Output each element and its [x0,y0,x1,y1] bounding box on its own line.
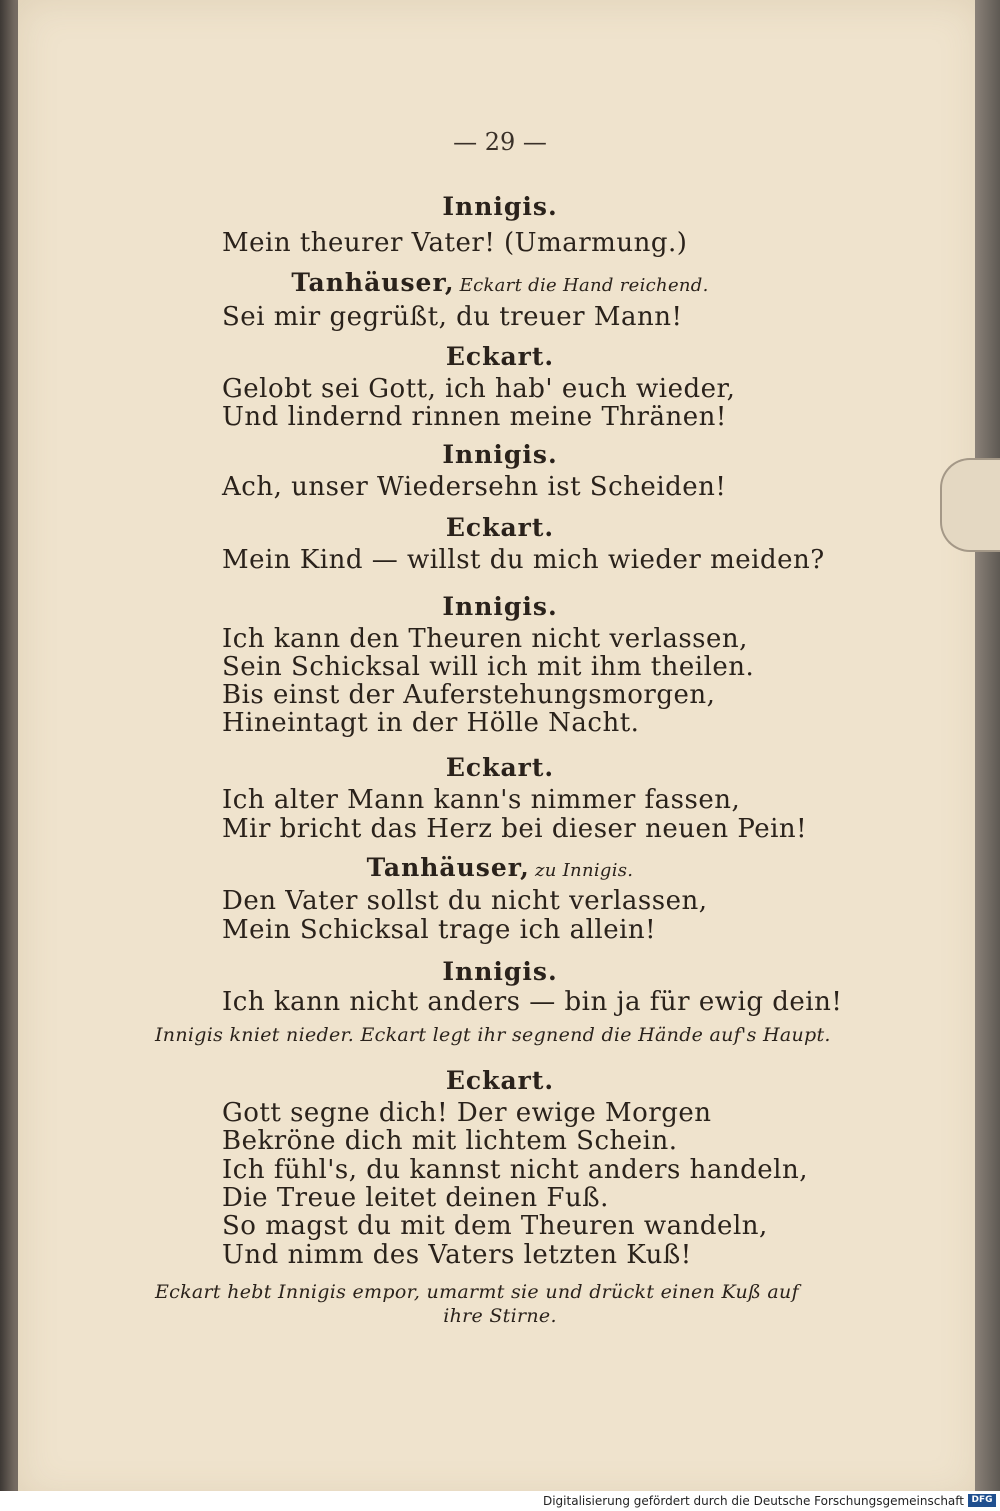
speaker-name: Eckart. [445,753,555,782]
verse-line: Mein Schicksal trage ich allein! [222,915,657,945]
stage-direction: ihre Stirne. [443,1305,557,1327]
verse-line: Sein Schicksal will ich mit ihm theilen. [222,652,755,682]
verse-line: Gelobt sei Gott, ich hab' euch wieder, [222,374,736,404]
verse-line: Die Treue leitet deinen Fuß. [222,1183,609,1213]
speaker-name: Innigis. [442,192,558,221]
book-page [18,0,980,1500]
speaker-heading [0,268,1000,297]
verse-line: Mein theurer Vater! (Umarmung.) [222,228,688,258]
stage-direction: Eckart hebt Innigis empor, umarmt sie und drückt einen Kuß auf [155,1281,799,1303]
speaker-name: Innigis. [442,440,558,469]
stage-direction-inline: Eckart die Hand reichend. [459,275,709,296]
verse-line: Mir bricht das Herz bei dieser neuen Pein! [222,814,808,844]
speaker-name: Innigis. [442,957,558,986]
verse-line: Gott segne dich! Der ewige Morgen [222,1098,712,1128]
verse-line: Sei mir gegrüßt, du treuer Mann! [222,302,683,332]
digitization-footer [0,1491,1000,1511]
verse-line: Bis einst der Auferstehungsmorgen, [222,680,716,710]
speaker-name: Eckart. [445,1066,555,1095]
dfg-logo-icon: DFG [968,1494,996,1507]
verse-line: Ich fühl's, du kannst nicht anders handeln, [222,1155,808,1185]
footer-credit: Digitalisierung gefördert durch die Deutsche Forschungsgemeinschaft [542,1494,964,1508]
speaker-name: Tanhäuser, [291,268,455,297]
verse-line: Ich kann den Theuren nicht verlassen, [222,624,748,654]
verse-line: Den Vater sollst du nicht verlassen, [222,886,708,916]
verse-line: Ich kann nicht anders — bin ja für ewig dein! [222,987,843,1017]
verse-line: Bekröne dich mit lichtem Schein. [222,1126,678,1156]
speaker-heading [0,853,1000,882]
verse-line: Ich alter Mann kann's nimmer fassen, [222,785,741,815]
verse-line: Mein Kind — willst du mich wieder meiden? [222,545,825,575]
speaker-name: Eckart. [445,513,555,542]
verse-line: Und nimm des Vaters letzten Kuß! [222,1240,692,1270]
speaker-name: Innigis. [442,592,558,621]
verse-line: Hineintagt in der Hölle Nacht. [222,708,640,738]
verse-line: Ach, unser Wiedersehn ist Scheiden! [222,472,727,502]
verse-line: So magst du mit dem Theuren wandeln, [222,1211,768,1241]
speaker-name: Tanhäuser, [366,853,530,882]
stage-direction: Innigis kniet nieder. Eckart legt ihr segnend die Hände auf's Haupt. [155,1024,831,1046]
stage-direction-inline: zu Innigis. [534,860,634,881]
speaker-name: Eckart. [445,342,555,371]
verse-line: Und lindernd rinnen meine Thränen! [222,402,727,432]
page-number: — 29 — [453,128,547,156]
